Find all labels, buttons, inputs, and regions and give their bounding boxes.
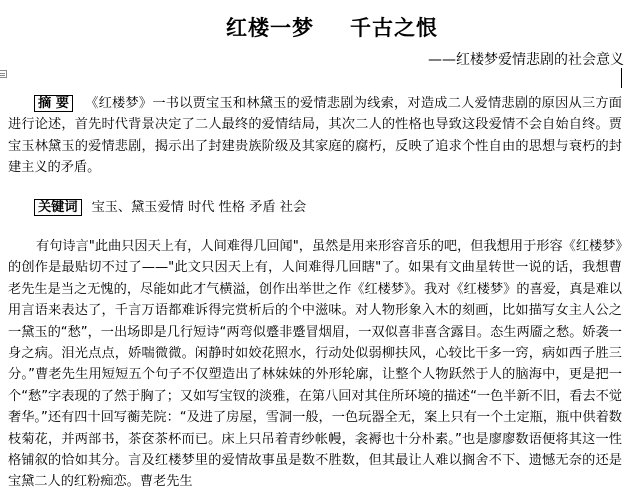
keywords-paragraph [8,197,622,218]
paragraph-mark-icon [0,70,7,78]
document-subtitle: ——红楼梦爱情悲剧的社会意义 [428,52,624,68]
body-paragraph [8,236,622,493]
text-cursor [621,68,622,88]
keywords-text: 宝玉、黛玉爱情 时代 性格 矛盾 社会 [91,200,307,215]
keywords-label: 关键词 [34,199,82,216]
abstract-text: 《红楼梦》一书以贾宝玉和林黛玉的爱情悲剧为线索，对造成二人爱情悲剧的原因从三方面进行论述，首先时代背景决定了二人最终的爱情结局，其次二人的性格也导致这段爱情不会自始自终。贾宝玉林黛玉的爱情悲剧，揭示出了封建贵族阶级及其家庭的腐朽，反映了追求个性自由的思想与衰朽的封建主义的矛盾。 [8,96,622,176]
body-text: 有句诗言"此曲只因天上有，人间难得几回闻"，虽然是用来形容音乐的吧，但我想用于形容《红楼梦》的创作是最贴切不过了——"此文只因天上有，人间难得几回瞎"了。如果有文曲星转世一说的话，我想曹老先生是当之无愧的，尽能如此才气横溢，创作出举世之作《红楼梦》。我对《红楼梦》的喜爱，真是难以用言语来表达了，千言万语都难诉得完赏析后的个中滋味。对人物形象入木的刻画，比如描写女主人公之一黛玉的“愁”，一出场即是几行短诗“两弯似蹙非蹙冒烟眉，一双似喜非喜含露目。态生两靥之愁。娇袭一身之病。泪光点点，娇喘微微。闲静时如姣花照水，行动处似弱柳扶风，心较比干多一窍，病如西子胜三分。”曹老先生用短短五个句子不仅塑造出了林妹妹的外形轮廓，让整个人物跃然于人的脑海中，更是把一个“愁”字表现的了然于胸了；又如写宝钗的淡雅，在第八回对其住所环境的描述“一色半新不旧，看去不觉奢华。”还有四十回写蘅芜院：“及进了房屋，雪洞一般，一色玩器全无，案上只有一个土定瓶，瓶中供着数枝菊花，并两部书，茶奁茶杯而已。床上只吊着青纱帐幔，衾褥也十分朴素。”也是廖廖数语便将其这一性格铺叙的恰如其分。言及红楼梦里的爱情故事虽是数不胜数，但其最让人难以搁舍不下、遗憾无奈的还是宝黛二人的红粉痴恋。曹老先生 [8,239,622,490]
title-part-1: 红楼一梦 [226,16,314,40]
title-part-2: 千古之恨 [350,16,438,40]
abstract-paragraph [8,93,622,179]
document-title [0,12,632,42]
abstract-label: 摘 要 [34,95,73,112]
